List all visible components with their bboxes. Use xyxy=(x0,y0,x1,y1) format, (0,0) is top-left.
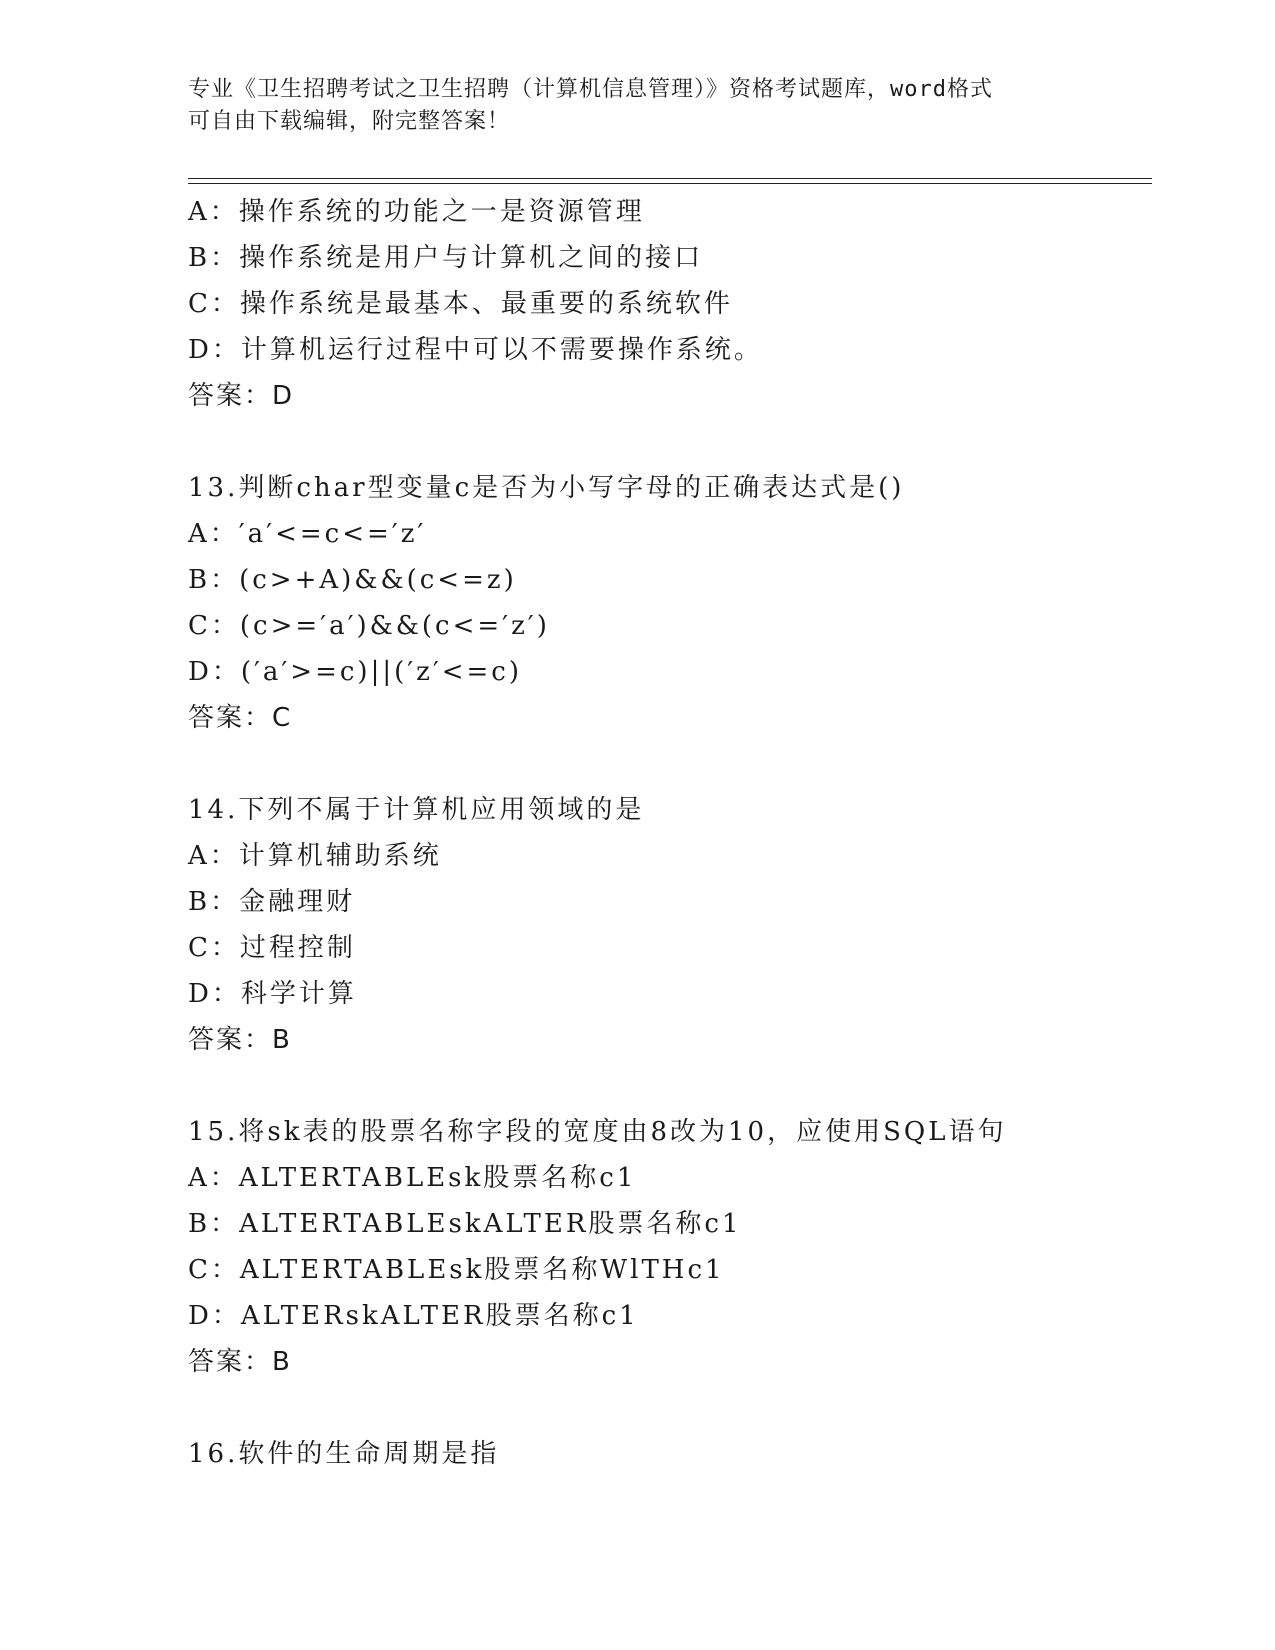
header-line-2: 可自由下载编辑，附完整答案！ xyxy=(188,109,511,134)
question-list xyxy=(188,189,1148,1477)
header-divider-top xyxy=(188,178,1152,179)
question-text: 16.软件的生命周期是指 xyxy=(188,1439,500,1469)
spacer xyxy=(188,1385,1148,1431)
answer: 答案：B xyxy=(188,1025,292,1055)
option-a: A：ALTERTABLEsk股票名称c1 xyxy=(188,1163,637,1193)
option-c: C：ALTERTABLEsk股票名称WlTHc1 xyxy=(188,1255,725,1285)
option-d: D：ALTERskALTER股票名称c1 xyxy=(188,1301,639,1331)
header-line-1: 专业《卫生招聘考试之卫生招聘（计算机信息管理）》资格考试题库，word格式 xyxy=(188,77,993,102)
option-d: D：(′a′>=c)||(′z′<=c) xyxy=(188,657,523,687)
answer: 答案：C xyxy=(188,703,293,733)
option-c: C：操作系统是最基本、最重要的系统软件 xyxy=(188,289,733,319)
option-d: D：科学计算 xyxy=(188,979,357,1009)
spacer xyxy=(188,419,1148,465)
spacer xyxy=(188,1063,1148,1109)
option-c: C：过程控制 xyxy=(188,933,356,963)
option-b: B：ALTERTABLEskALTER股票名称c1 xyxy=(188,1209,742,1239)
option-b: B：(c>+A)&&(c<=z) xyxy=(188,565,517,595)
option-d: D：计算机运行过程中可以不需要操作系统。 xyxy=(188,335,763,365)
option-a: A：计算机辅助系统 xyxy=(188,841,442,871)
spacer xyxy=(188,741,1148,787)
question-text: 15.将sk表的股票名称字段的宽度由8改为10，应使用SQL语句 xyxy=(188,1117,1007,1147)
question-15 xyxy=(188,1109,1148,1385)
question-text: 13.判断char型变量c是否为小写字母的正确表达式是() xyxy=(188,473,905,503)
question-13 xyxy=(188,465,1148,741)
answer: 答案：D xyxy=(188,381,295,411)
question-16 xyxy=(188,1431,1148,1477)
header-divider-bottom xyxy=(188,183,1152,184)
question-14 xyxy=(188,787,1148,1063)
option-a: A：′a′<=c<=′z′ xyxy=(188,519,427,549)
option-c: C：(c>=′a′)&&(c<=′z′) xyxy=(188,611,550,641)
option-b: B：金融理财 xyxy=(188,887,356,917)
option-b: B：操作系统是用户与计算机之间的接口 xyxy=(188,243,704,273)
option-a: A：操作系统的功能之一是资源管理 xyxy=(188,197,645,227)
answer: 答案：B xyxy=(188,1347,292,1377)
question-12 xyxy=(188,189,1148,419)
document-header xyxy=(188,74,1088,138)
question-text: 14.下列不属于计算机应用领域的是 xyxy=(188,795,645,825)
